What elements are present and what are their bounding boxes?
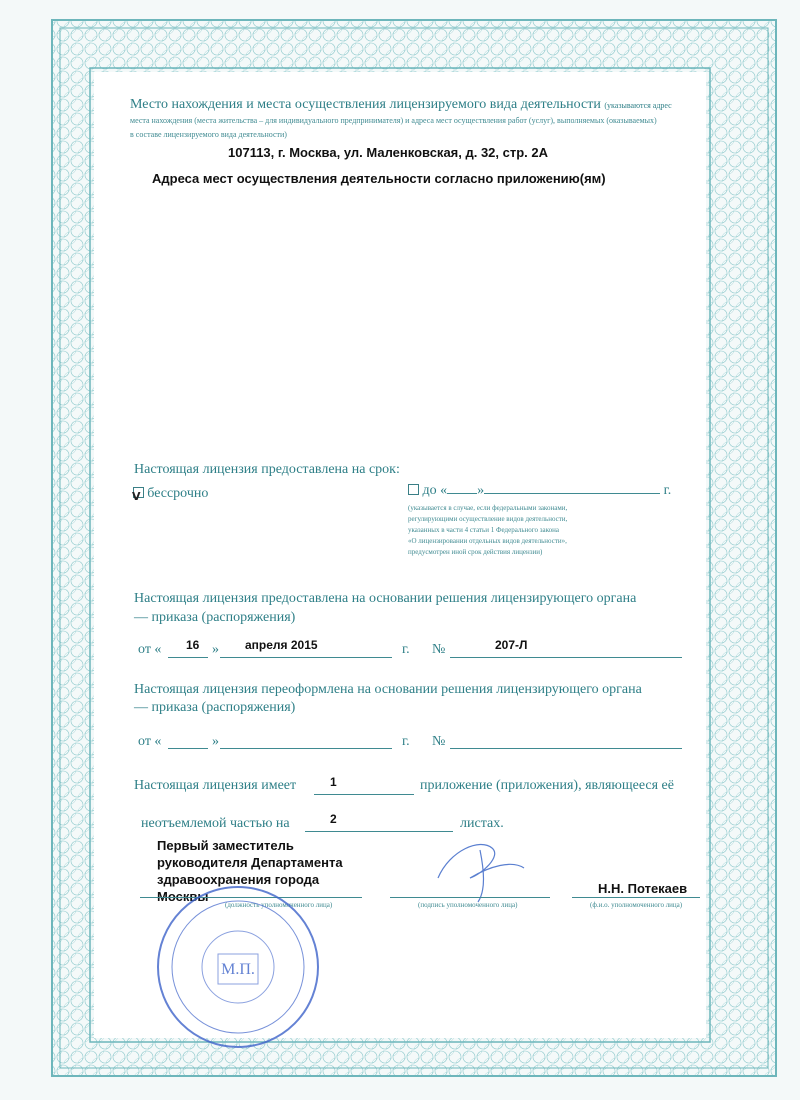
addresses-note: Адреса мест осуществления деятельности согласно приложению(ям)	[152, 171, 606, 186]
basis-day-line	[168, 657, 208, 658]
term-until-row	[408, 483, 671, 499]
indefinite-label: бессрочно	[147, 486, 209, 501]
term-note-line: указанных в части 4 статьи 1 Федерального закона	[408, 526, 560, 534]
attachments-prefix: Настоящая лицензия имеет	[134, 778, 297, 793]
sign-line	[390, 897, 550, 898]
sign-caption: (подпись уполномоченного лица)	[418, 901, 518, 909]
basis-close-quote: »	[212, 642, 219, 657]
until-prefix: до «	[422, 483, 448, 498]
location-note-part1: (указываются адрес	[604, 101, 672, 110]
reissue-number-line	[450, 748, 682, 749]
address: 107113, г. Москва, ул. Маленковская, д. 32, стр. 2А	[228, 145, 549, 160]
official-seal	[148, 882, 328, 1052]
until-year-suffix: г.	[663, 483, 672, 498]
reissue-month-line	[220, 748, 392, 749]
basis-num-label: №	[432, 642, 446, 657]
position-line: Москвы	[157, 889, 209, 904]
basis-number: 207-Л	[495, 638, 528, 652]
attachments-sheets-suffix: листах.	[460, 816, 504, 831]
reissue-line1: Настоящая лицензия переоформлена на основании решения лицензирующего органа	[134, 682, 642, 697]
term-note-line: «О лицензировании отдельных видов деятельности»,	[408, 537, 567, 545]
basis-day: 16	[186, 638, 200, 652]
term-indefinite-row	[133, 485, 208, 502]
basis-month-year: апреля 2015	[245, 638, 318, 652]
basis-line2: — приказа (распоряжения)	[134, 610, 296, 625]
attachments-sheets: 2	[330, 812, 337, 826]
basis-line1: Настоящая лицензия предоставлена на основании решения лицензирующего органа	[134, 591, 637, 606]
location-note-line2: места нахождения (места жительства – для индивидуального предпринимателя) и адреса мест осуществления работ (услуг), выполняемых (оказываемых)	[130, 116, 657, 125]
term-label: Настоящая лицензия предоставлена на срок:	[134, 462, 400, 477]
position-line: руководителя Департамента	[157, 855, 343, 870]
reissue-close-quote: »	[212, 734, 219, 749]
attachments-suffix: приложение (приложения), являющееся её	[420, 778, 674, 793]
until-checkbox	[408, 484, 419, 495]
basis-year-suffix: г.	[402, 642, 410, 657]
location-note-line3: в составе лицензируемого вида деятельности)	[130, 130, 287, 139]
until-date-blank	[484, 493, 660, 494]
name-caption: (ф.и.о. уполномоченного лица)	[590, 901, 683, 909]
location-heading-text: Место нахождения и места осуществления лицензируемого вида деятельности	[130, 97, 601, 112]
check-mark: V	[132, 490, 141, 503]
reissue-line2: — приказа (распоряжения)	[134, 700, 296, 715]
position-caption: (должность уполномоченного лица)	[225, 901, 333, 909]
name-line	[572, 897, 700, 898]
term-note-line: (указывается в случае, если федеральными законами,	[408, 504, 568, 512]
basis-month-line	[220, 657, 392, 658]
reissue-year-suffix: г.	[402, 734, 410, 749]
until-day-blank	[447, 493, 477, 494]
attachments-count-line	[314, 794, 414, 795]
basis-number-line	[450, 657, 682, 658]
position-line: Первый заместитель	[157, 838, 294, 853]
reissue-num-label: №	[432, 734, 446, 749]
position-line: здравоохранения города	[157, 872, 320, 887]
reissue-from-prefix: от «	[138, 734, 162, 749]
handwritten-signature	[420, 830, 540, 905]
term-note-line: предусмотрен иной срок действия лицензии)	[408, 548, 543, 556]
term-note-line: регулирующими осуществление видов деятельности,	[408, 515, 568, 523]
location-heading	[130, 97, 672, 113]
term-note	[408, 503, 567, 558]
seal-center-text: М.П.	[221, 961, 255, 978]
signatory-name: Н.Н. Потекаев	[598, 881, 688, 896]
attachments-part-prefix: неотъемлемой частью на	[141, 816, 290, 831]
attachments-count: 1	[330, 775, 337, 789]
until-mid: »	[477, 483, 485, 498]
basis-from-prefix: от «	[138, 642, 162, 657]
reissue-day-line	[168, 748, 208, 749]
